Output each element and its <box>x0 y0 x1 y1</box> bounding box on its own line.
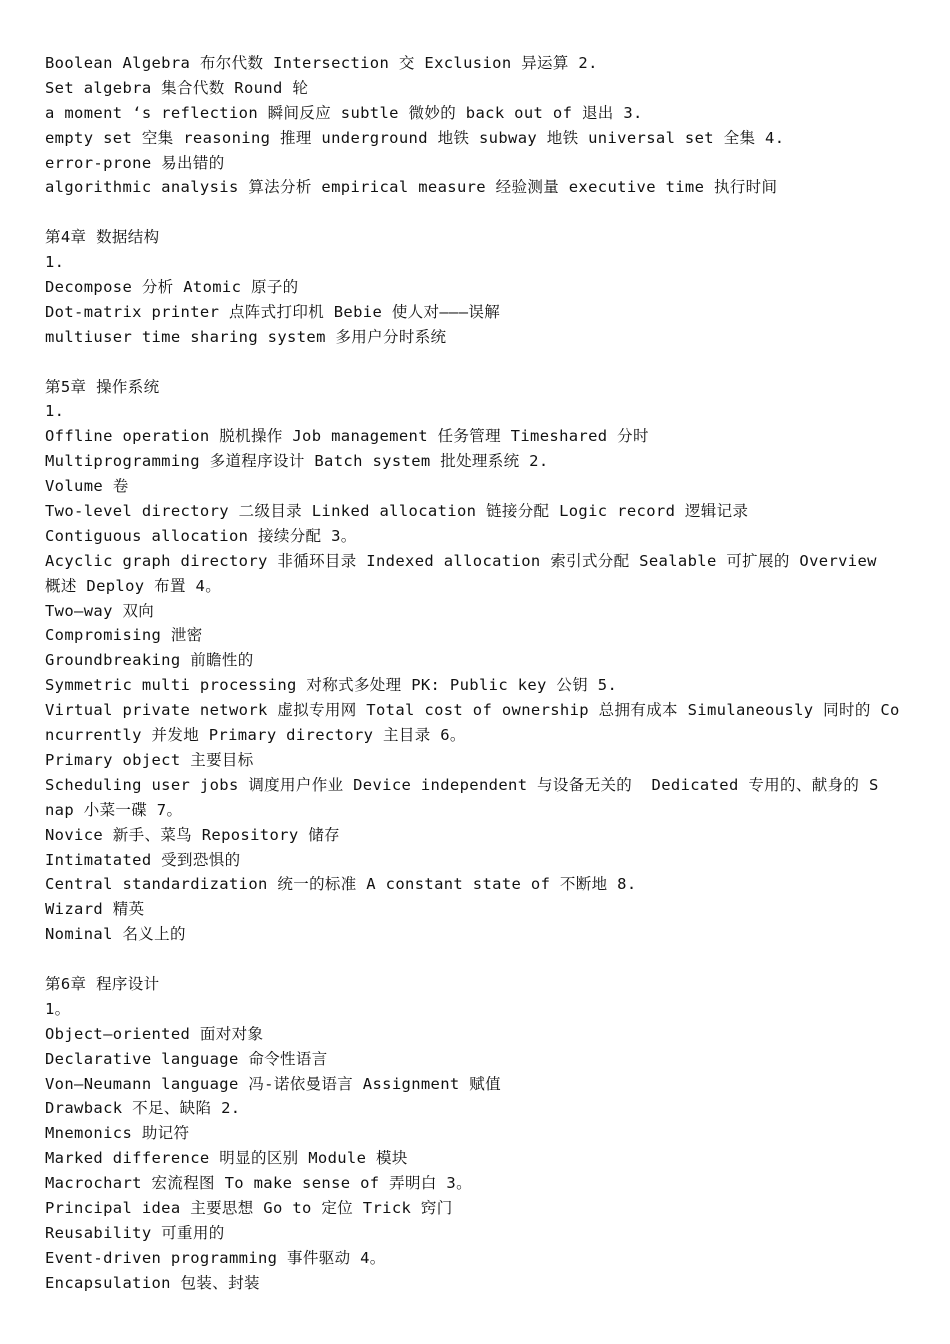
text-line: empty set 空集 reasoning 推理 underground 地铁 subway 地铁 universal set 全集 4. <box>45 128 785 147</box>
text-line: Nominal 名义上的 <box>45 925 186 944</box>
text-line: Volume 卷 <box>45 477 129 496</box>
text-line: Dot-matrix printer 点阵式打印机 Bebie 使人对———误解 <box>45 302 501 321</box>
text-line: Contiguous allocation 接续分配 3。 <box>45 526 357 545</box>
text-line: Encapsulation 包装、封装 <box>45 1273 260 1292</box>
blank-line <box>45 200 915 225</box>
text-line: Drawback 不足、缺陷 2. <box>45 1099 241 1118</box>
text-line: Offline operation 脱机操作 Job management 任务管理 Timeshared 分时 <box>45 427 649 446</box>
text-line: Principal idea 主要思想 Go to 定位 Trick 窍门 <box>45 1198 453 1217</box>
text-line: Boolean Algebra 布尔代数 Intersection 交 Exclusion 异运算 2. <box>45 54 598 72</box>
text-line: Event-driven programming 事件驱动 4。 <box>45 1248 386 1267</box>
text-line: ncurrently 并发地 Primary directory 主目录 6。 <box>45 726 466 745</box>
text-line: 1. <box>45 253 65 272</box>
text-line: Set algebra 集合代数 Round 轮 <box>45 78 309 97</box>
document-page <box>45 51 915 1296</box>
text-line: Object—oriented 面对对象 <box>45 1024 264 1043</box>
text-line: multiuser time sharing system 多用户分时系统 <box>45 327 447 346</box>
text-line: Marked difference 明显的区别 Module 模块 <box>45 1149 408 1168</box>
text-line: Von—Neumann language 冯-诺依曼语言 Assignment 赋值 <box>45 1074 501 1093</box>
text-line: Mnemonics 助记符 <box>45 1124 190 1143</box>
text-line: a moment ‘s reflection 瞬间反应 subtle 微妙的 back out of 退出 3. <box>45 103 643 122</box>
text-line: Two-level directory 二级目录 Linked allocation 链接分配 Logic record 逻辑记录 <box>45 502 749 521</box>
text-line: Compromising 泄密 <box>45 626 203 645</box>
text-line: Decompose 分析 Atomic 原子的 <box>45 278 299 297</box>
chapter-heading: 第6章 程序设计 <box>45 974 160 993</box>
text-line: 1. <box>45 402 65 421</box>
text-line: Groundbreaking 前瞻性的 <box>45 651 254 670</box>
text-line: Multiprogramming 多道程序设计 Batch system 批处理系统 2. <box>45 452 549 471</box>
text-line: Declarative language 命令性语言 <box>45 1049 328 1068</box>
text-line: Acyclic graph directory 非循环目录 Indexed allocation 索引式分配 Sealable 可扩展的 Overview <box>45 551 877 570</box>
text-line: Central standardization 统一的标准 A constant state of 不断地 8. <box>45 875 637 894</box>
text-line: nap 小菜一碟 7。 <box>45 800 183 819</box>
text-line: algorithmic analysis 算法分析 empirical measure 经验测量 executive time 执行时间 <box>45 178 778 197</box>
text-line: Macrochart 宏流程图 To make sense of 弄明白 3。 <box>45 1174 472 1193</box>
text-line: Intimatated 受到恐惧的 <box>45 850 241 869</box>
text-line: error-prone 易出错的 <box>45 153 225 172</box>
text-line: Novice 新手、菜鸟 Repository 储存 <box>45 825 340 844</box>
text-line: Symmetric multi processing 对称式多处理 PK: Public key 公钥 5. <box>45 676 618 695</box>
chapter-heading: 第4章 数据结构 <box>45 228 160 247</box>
blank-line <box>45 350 915 375</box>
text-line: Primary object 主要目标 <box>45 750 254 769</box>
blank-line <box>45 947 915 972</box>
text-line: Wizard 精英 <box>45 900 145 919</box>
text-line: Scheduling user jobs 调度用户作业 Device independent 与设备无关的 Dedicated 专用的、献身的 S <box>45 775 879 794</box>
text-line: 1。 <box>45 999 71 1018</box>
chapter-heading: 第5章 操作系统 <box>45 377 160 396</box>
text-line: Two—way 双向 <box>45 601 155 620</box>
text-line: 概述 Deploy 布置 4。 <box>45 576 222 595</box>
text-line: Virtual private network 虚拟专用网 Total cost of ownership 总拥有成本 Simulaneously 同时的 Co <box>45 701 900 720</box>
text-line: Reusability 可重用的 <box>45 1223 225 1242</box>
